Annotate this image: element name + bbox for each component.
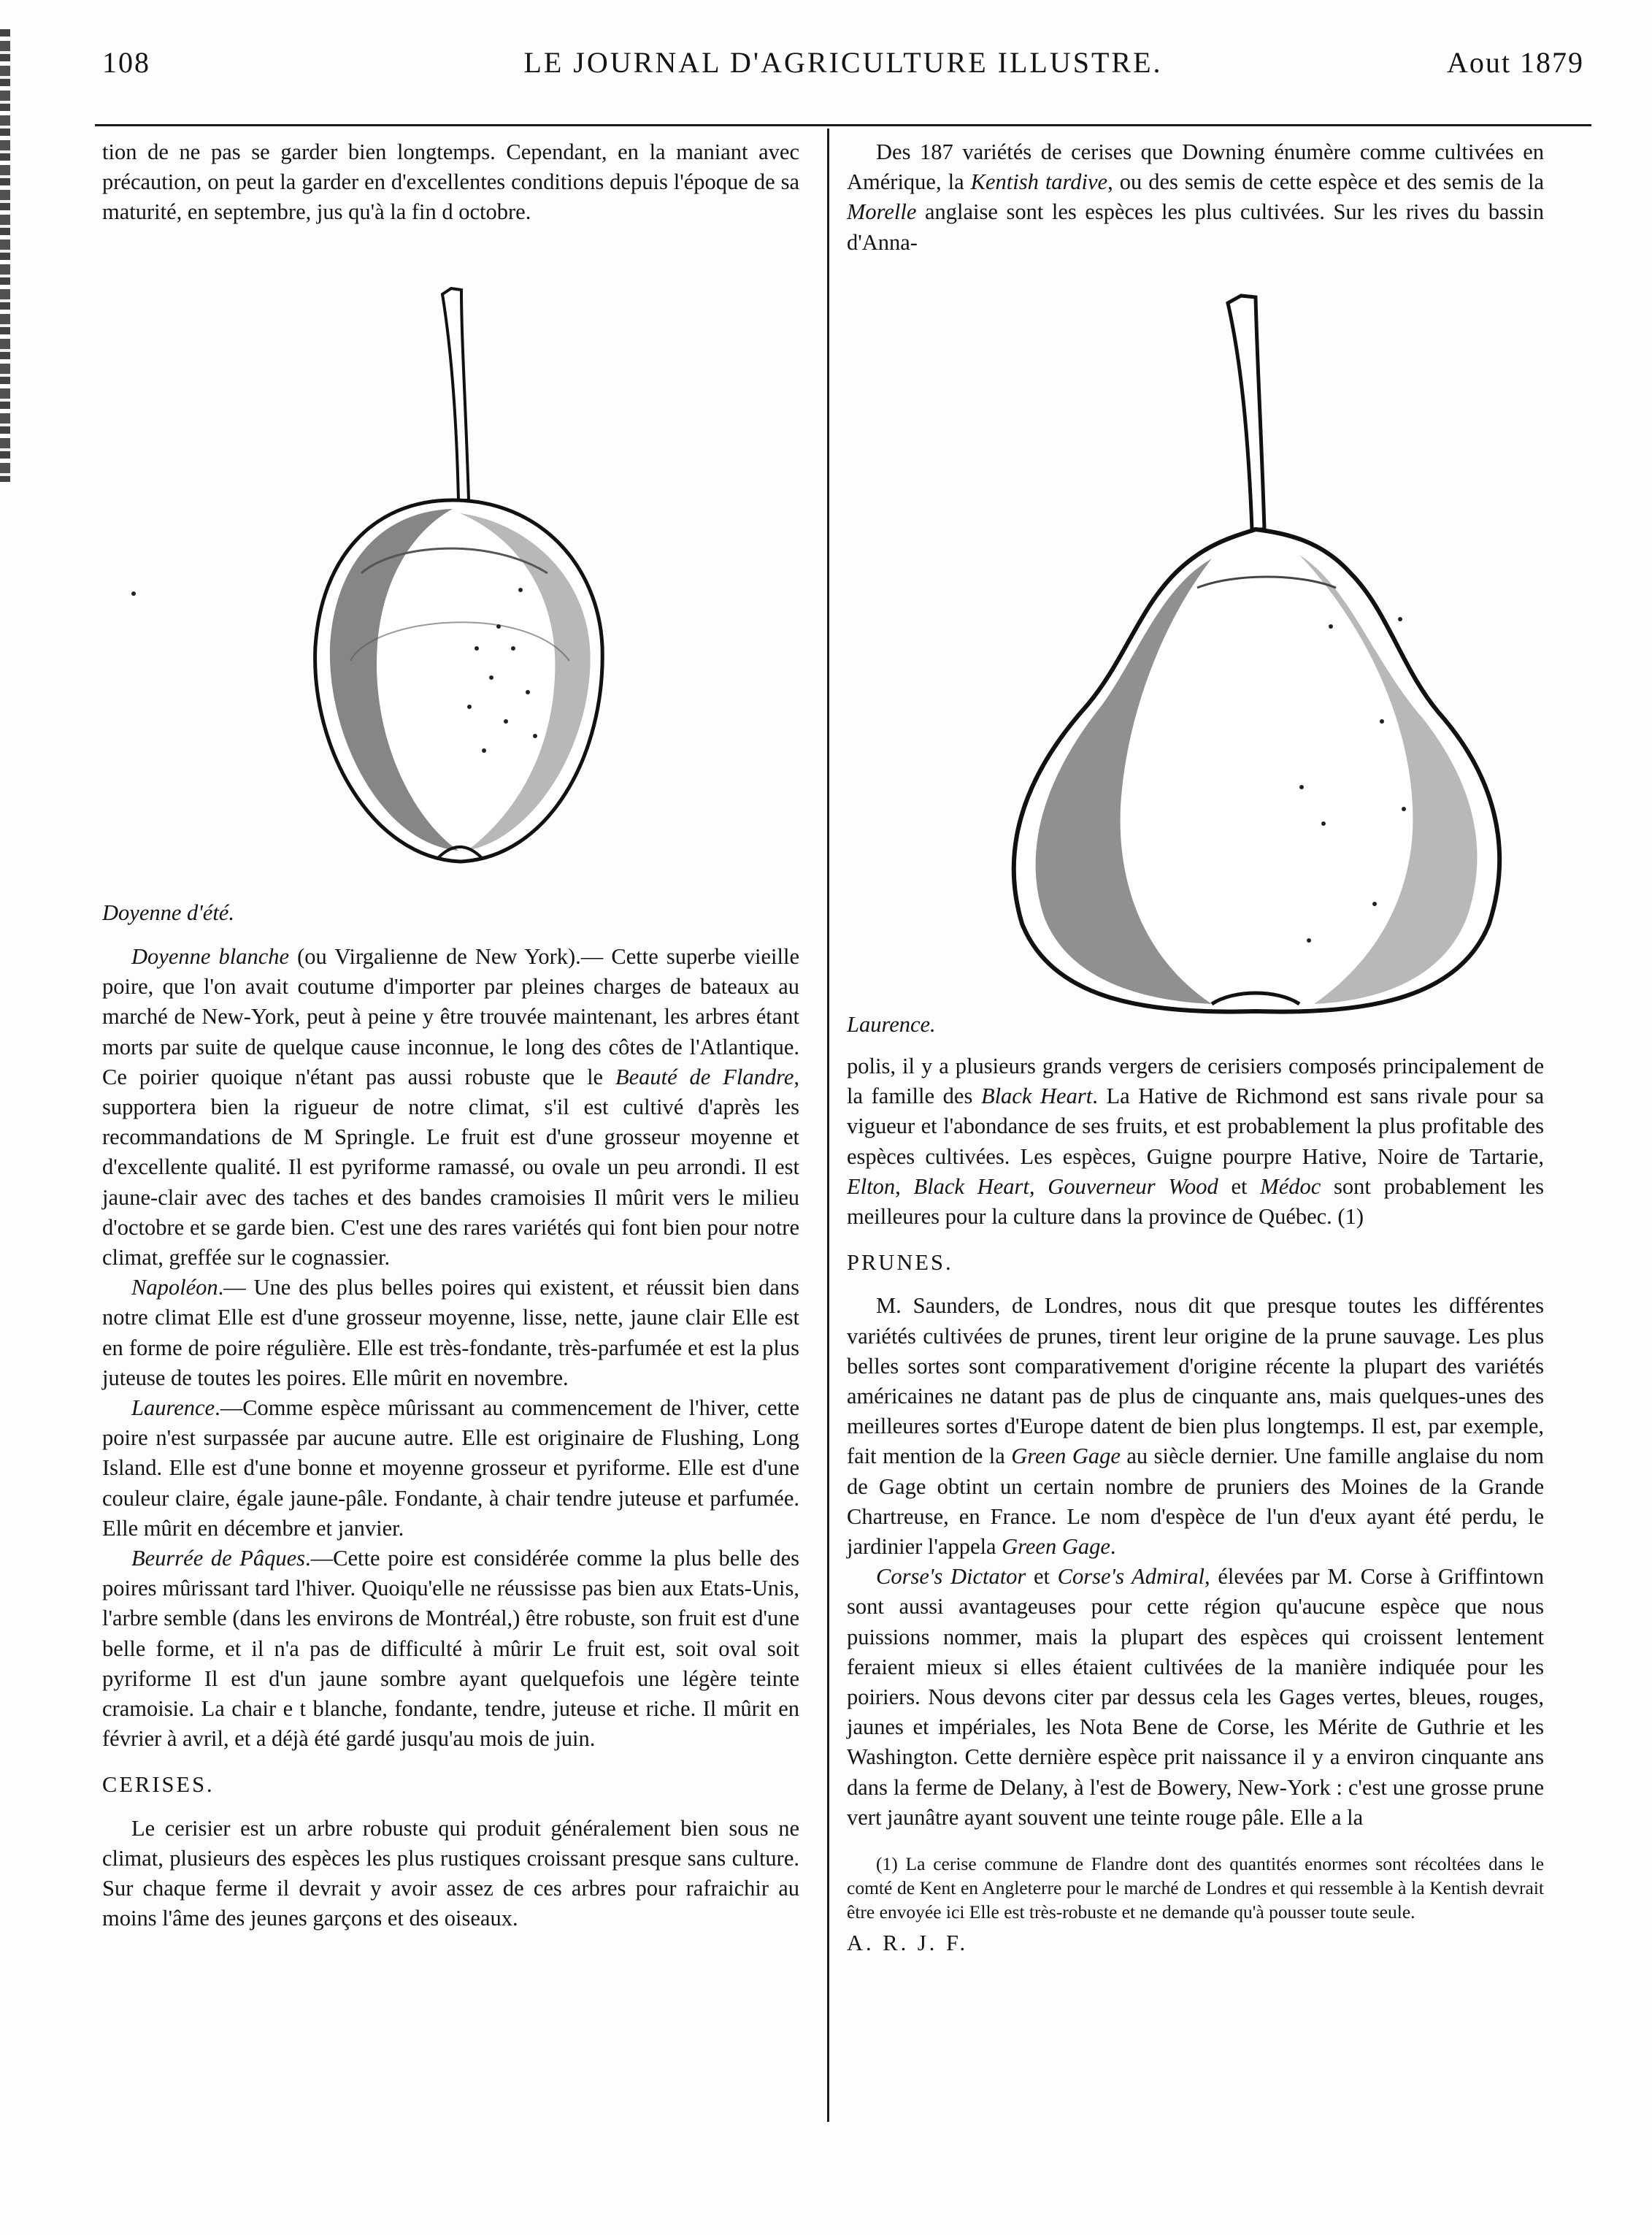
paragraph-prunes-corse: Corse's Dictator et Corse's Admiral, élevées par M. Corse à Griffintown sont aussi avantageuses pour cette région qu'aucune espèce que nous puissions nommer, mais la plupart des espèces qui croissent lentement feraient mieux si elles étaient cultivées de la manière indiquée pour les poiriers. Nous devons citer par dessus cela les Gages vertes, bleues, rouges, jaunes et impériales, les Nota Bene de Corse, les Mérite de Guthrie et les Washington. Cette dernière espèce prit naissance il y a environ cinquante ans dans la ferme de Delany, à l'est de Bowery, New-York : c'est une grosse prune vert jaunâtre ayant souvent une teinte rouge pâle. Elle a la — [847, 1564, 1544, 1830]
pear-illustration-laurence — [993, 281, 1518, 1019]
page-header — [102, 45, 1584, 89]
section-heading-prunes: PRUNES. — [847, 1250, 953, 1276]
variety-name: Médoc — [1260, 1173, 1321, 1199]
figure-caption-doyenne: Doyenne d'été. — [102, 900, 234, 925]
paragraph-laurence: Laurence.—Comme espèce mûrissant au commencement de l'hiver, cette poire n'est surpassée par aucune autre. Elle est originaire de Flushing, Long Island. Elle est d'une bonne et moyenne grosseur et pyriforme. Elle est d'une couleur claire, égale jaune-pâle. Fondante, à chair tendre juteuse et parfumée. Elle mûrit en décembre et janvier. — [102, 1395, 799, 1541]
print-speck — [131, 591, 136, 596]
paragraph-cerises-continued: polis, il y a plusieurs grands vergers de cerisiers composés principalement de la famille des Black Heart. La Hative de Richmond est sans rivale pour sa vigueur et l'abondance de ses fruits, et est probablement la plus profitable des espèces cultivées. Les espèces, Guigne pourpre Hative, Noire de Tartarie, Elton, Black Heart, Gouverneur Wood et Médoc sont probablement les meilleures pour la culture dans la province de Québec. (1) — [847, 1054, 1545, 1230]
left-column-caption — [102, 898, 799, 928]
right-column-intro — [847, 137, 1544, 258]
paragraph-prunes-origin: M. Saunders, de Londres, nous dit que presque toutes les différentes variétés cultivées de prunes, tirent leur origine de la prune sauvage. Les plus belles sortes sont comparativement d'origine récente la plupart des variétés américaines ne datant pas de plus de cinquante ans, mais quelques-unes des meilleures sortes d'Europe datent de bien plus longtemps. Il est, par exemple, fait mention de la Green Gage au siècle dernier. Une famille anglaise du nom de Gage obtint un certain nombre de pruniers des Moines de la Grande Chartreuse, en France. Le nom d'espèce de l'un d'eux ayant été perdu, le jardinier l'appela Green Gage. — [847, 1293, 1544, 1560]
variety-name: Beurrée de Pâques — [131, 1546, 306, 1571]
journal-title: LE JOURNAL D'AGRICULTURE ILLUSTRE. — [523, 46, 1163, 79]
variety-name: Laurence — [131, 1395, 215, 1421]
variety-name: Napoléon — [131, 1275, 218, 1300]
paragraph-cerises-varieties: Des 187 variétés de cerises que Downing énumère comme cultivées en Amérique, la Kentish tardive, ou des semis de cette espèce et des semis de la Morelle anglaise sont les espèces les plus cultivées. Sur les rives du bassin d'Anna- — [847, 139, 1545, 255]
right-column-caption — [847, 1010, 1544, 1040]
variety-name: Corse's Dictator — [876, 1564, 1026, 1590]
column-rule — [827, 129, 829, 2122]
variety-name: Beauté de Flandre — [615, 1064, 794, 1089]
author-signature: A. R. J. F. — [847, 1931, 969, 1956]
binding-edge — [0, 29, 10, 482]
paragraph-cerises: Le cerisier est un arbre robuste qui produit généralement bien sous ne climat, plusieurs des espèces les plus rustiques croissant presque sans culture. Sur chaque ferme il devrait y avoir assez de ces arbres pour rafraichir au moins l'âme des jeunes garçons et des oiseaux. — [102, 1815, 799, 1931]
variety-name: Green Gage — [1002, 1534, 1110, 1560]
variety-name: Doyenne blanche — [131, 944, 290, 969]
paragraph-doyenne-blanche: Doyenne blanche (ou Virgalienne de New York).— Cette superbe vieille poire, que l'on avait coutume d'importer par pleines charges de bateaux au marché de New-York, peut à peine y être trouvée maintenant, les arbres étant morts par suite de quelque cause inconnue, le long des côtes de l'Atlantique. Ce poirier quoique n'étant pas aussi robuste que le Beauté de Flandre, supportera bien la rigueur de notre climat, s'il est cultivé d'après les recommandations de M Springle. Le fruit est d'une grosseur moyenne et d'excellente qualité. Il est pyriforme ramassé, ou ovale un peu arrondi. Il est jaune-clair avec des taches et des bandes cramoisies Il mûrit vers le milieu d'octobre et se garde bien. C'est une des rares variétés qui font bien pour notre climat, greffée sur le cognassier. — [102, 944, 799, 1270]
section-heading-cerises: CERISES. — [102, 1772, 215, 1798]
paragraph-napoleon: Napoléon.— Une des plus belles poires qui existent, et réussit bien dans notre climat Elle est d'une grosseur moyenne, lisse, nette, jaune clair Elle est en forme de poire régulière. Elle est très-fondante, très-parfumée et est la plus juteuse de toutes les poires. Elle mûrit en novembre. — [102, 1275, 799, 1390]
figure-caption-laurence: Laurence. — [847, 1012, 936, 1037]
left-column-intro — [102, 137, 799, 228]
right-column-body — [847, 1051, 1544, 1958]
variety-name: Morelle — [847, 199, 917, 225]
variety-name: Green Gage — [1011, 1444, 1121, 1469]
left-column-body — [102, 942, 799, 1934]
variety-name: Kentish tardive — [970, 169, 1108, 195]
page-number: 108 — [102, 46, 150, 79]
footnote — [847, 1852, 1544, 1924]
paragraph-beurree-de-paques: Beurrée de Pâques.—Cette poire est considérée comme la plus belle des poires mûrissant tard l'hiver. Quoiqu'elle ne réussisse pas bien aux Etats-Unis, l'arbre semble (dans les environs de Montréal,) être robuste, son fruit est d'une belle forme, et il n'a pas de difficulté à mûrir Le fruit est, soit oval soit pyriforme Il est d'un jaune sombre ayant quelquefois une légère teinte cramoisie. La chair e t blanche, fondante, tendre, juteuse et riche. Il mûrit en février à avril, et a déjà été gardé jusqu'au mois de juin. — [102, 1546, 799, 1752]
variety-name: Corse's Admiral — [1057, 1564, 1205, 1590]
footnote-text: (1) La cerise commune de Flandre dont des quantités enormes sont récoltées dans le comté de Kent en Angleterre pour le marché de Londres et qui ressemble à la Kentish devrait être envoyée ici Elle est très-robuste et ne demande qu'à pousser toute seule. — [847, 1853, 1544, 1923]
pear-illustration-doyenne — [307, 281, 613, 865]
issue-date: Aout 1879 — [1447, 46, 1584, 79]
intro-paragraph: tion de ne pas se garder bien longtemps. Cependant, en la maniant avec précaution, on peut la garder en d'excellentes conditions depuis l'époque de sa maturité, en septembre, jus qu'à la fin d octobre. — [102, 139, 799, 225]
header-rule — [95, 124, 1591, 126]
variety-name: Black Heart — [980, 1084, 1093, 1109]
variety-name: Elton, Black Heart, Gouverneur Wood — [847, 1173, 1218, 1199]
